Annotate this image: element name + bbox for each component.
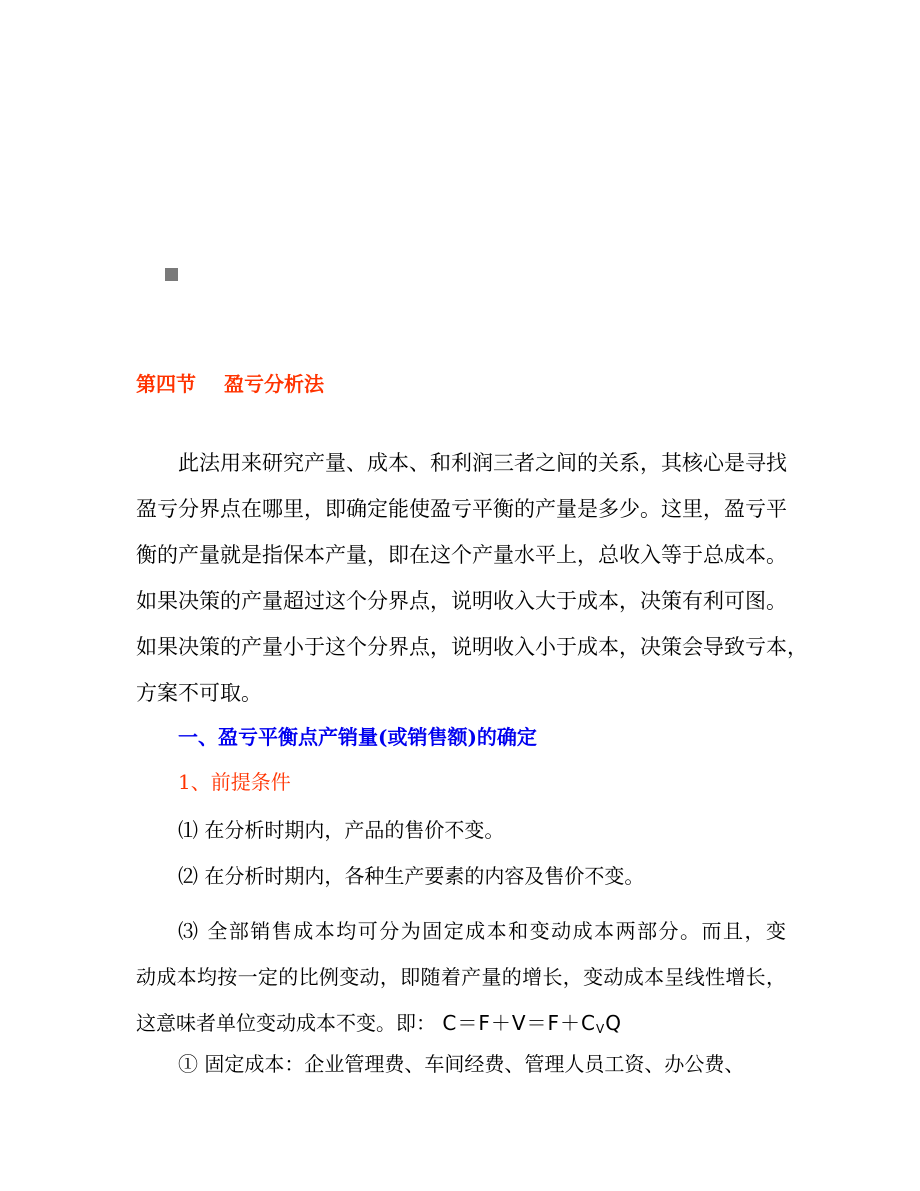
formula-main: C＝F＋V＝F＋C bbox=[442, 1011, 596, 1035]
intro-line-2: 盈亏分界点在哪里，即确定能使盈亏平衡的产量是多少。这里，盈亏平 bbox=[136, 497, 787, 521]
fixed-cost-line: ① 固定成本：企业管理费、车间经费、管理人员工资、办公费、 bbox=[178, 1052, 745, 1076]
condition-3-line-1: ⑶ 全部销售成本均可分为固定成本和变动成本两部分。而且，变 bbox=[178, 919, 786, 943]
intro-line-3: 衡的产量就是指保本产量，即在这个产量水平上，总收入等于总成本。 bbox=[136, 543, 787, 567]
section-title bbox=[136, 370, 324, 398]
condition-3 bbox=[136, 908, 786, 1052]
intro-line-6: 方案不可取。 bbox=[136, 681, 262, 705]
condition-3-line-2: 动成本均按一定的比例变动，即随着产量的增长，变动成本呈线性增长， bbox=[136, 965, 786, 989]
bullet-square-icon bbox=[165, 268, 178, 281]
intro-line-1: 此法用来研究产量、成本、和利润三者之间的关系，其核心是寻找 bbox=[178, 451, 787, 475]
intro-line-4: 如果决策的产量超过这个分界点，说明收入大于成本，决策有利可图。 bbox=[136, 589, 787, 613]
condition-1: ⑴ 在分析时期内，产品的售价不变。 bbox=[178, 818, 505, 842]
formula-tail: Q bbox=[605, 1011, 622, 1035]
condition-2: ⑵ 在分析时期内，各种生产要素的内容及售价不变。 bbox=[178, 864, 645, 888]
cost-formula bbox=[442, 1011, 622, 1035]
subsection-heading: 一、盈亏平衡点产销量(或销售额)的确定 bbox=[178, 725, 537, 749]
section-number: 第四节 bbox=[136, 372, 196, 396]
item-heading: 1、前提条件 bbox=[178, 770, 291, 794]
intro-line-5: 如果决策的产量小于这个分界点，说明收入小于成本，决策会导致亏本， bbox=[136, 635, 808, 659]
intro-paragraph bbox=[136, 440, 808, 716]
condition-3-text: 这意味者单位变动成本不变。即： bbox=[136, 1011, 436, 1035]
section-name: 盈亏分析法 bbox=[224, 372, 324, 396]
formula-subscript: V bbox=[595, 1022, 606, 1036]
condition-3-line-3 bbox=[136, 1000, 786, 1052]
